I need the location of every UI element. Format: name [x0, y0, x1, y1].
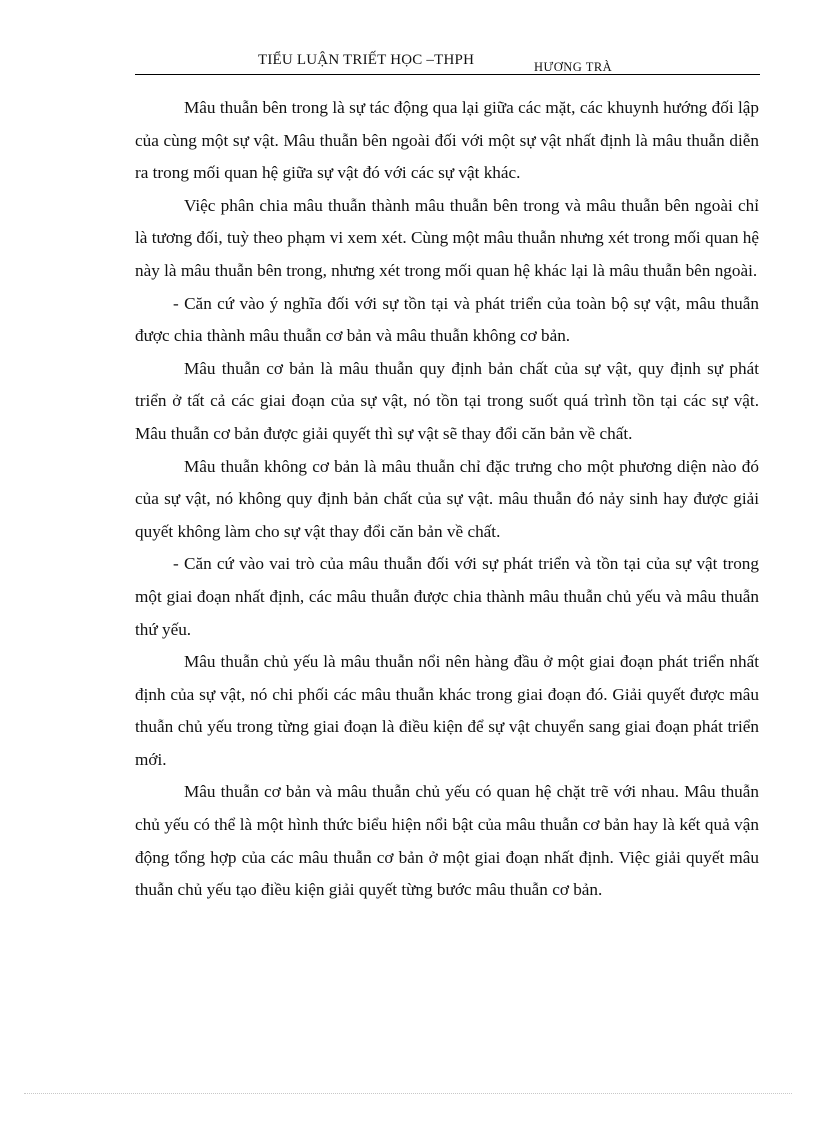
paragraph: Mâu thuẫn không cơ bản là mâu thuẫn chỉ đặc trưng cho một phương diện nào đó của sự vật, nó không quy định bản chất của sự vật. mâu thuẫn đó nảy sinh hay được giải quyết không làm cho sự vật thay đổi căn bản về chất. [135, 456, 759, 541]
dash-list-item: - Căn cứ vào ý nghĩa đối với sự tồn tại và phát triển của toàn bộ sự vật, mâu thuẫn được chia thành mâu thuẫn cơ bản và mâu thuẫn không cơ bản. [135, 293, 759, 346]
paragraph: Mâu thuẫn cơ bản là mâu thuẫn quy định bản chất của sự vật, quy định sự phát triển ở tất cả các giai đoạn của sự vật, nó tồn tại trong suốt quá trình tồn tại các sự vật. Mâu thuẫn cơ bản được giải quyết thì sự vật sẽ thay đổi căn bản về chất. [135, 358, 759, 443]
header-title: TIỂU LUẬN TRIẾT HỌC –THPH [258, 52, 475, 68]
page-header [135, 50, 760, 75]
paragraph: Việc phân chia mâu thuẫn thành mâu thuẫn bên trong và mâu thuẫn bên ngoài chỉ là tương đối, tuỳ theo phạm vi xem xét. Cùng một mâu thuẫn nhưng xét trong mối quan hệ này là mâu thuẫn bên trong, nhưng xét trong mối quan hệ khác lại là mâu thuẫn bên ngoài. [135, 195, 759, 280]
paragraph: Mâu thuẫn cơ bản và mâu thuẫn chủ yếu có quan hệ chặt trẽ với nhau. Mâu thuẫn chủ yếu có thể là một hình thức biểu hiện nổi bật của mâu thuẫn cơ bản hay là kết quả vận động tổng hợp của các mâu thuẫn cơ bản ở một giai đoạn nhất định. Việc giải quyết mâu thuẫn chủ yếu tạo điều kiện giải quyết từng bước mâu thuẫn cơ bản. [135, 782, 759, 900]
paragraph: Mâu thuẫn bên trong là sự tác động qua lại giữa các mặt, các khuynh hướng đối lập của cùng một sự vật. Mâu thuẫn bên ngoài đối với một sự vật nhất định là mâu thuẫn diễn ra trong mối quan hệ giữa sự vật đó với các sự vật khác. [135, 98, 759, 183]
dash-list-item: - Căn cứ vào vai trò của mâu thuẫn đối với sự phát triển và tồn tại của sự vật trong một giai đoạn nhất định, các mâu thuẫn được chia thành mâu thuẫn chủ yếu và mâu thuẫn thứ yếu. [135, 554, 759, 639]
document-body [135, 92, 759, 907]
paragraph: Mâu thuẫn chủ yếu là mâu thuẫn nổi nên hàng đầu ở một giai đoạn phát triển nhất định của sự vật, nó chi phối các mâu thuẫn khác trong giai đoạn đó. Giải quyết được mâu thuẫn chủ yếu trong từng giai đoạn là điều kiện để sự vật chuyển sang giai đoạn phát triển mới. [135, 652, 759, 769]
page-bottom-border [24, 1093, 792, 1094]
header-author: HƯƠNG TRÀ [534, 60, 613, 74]
